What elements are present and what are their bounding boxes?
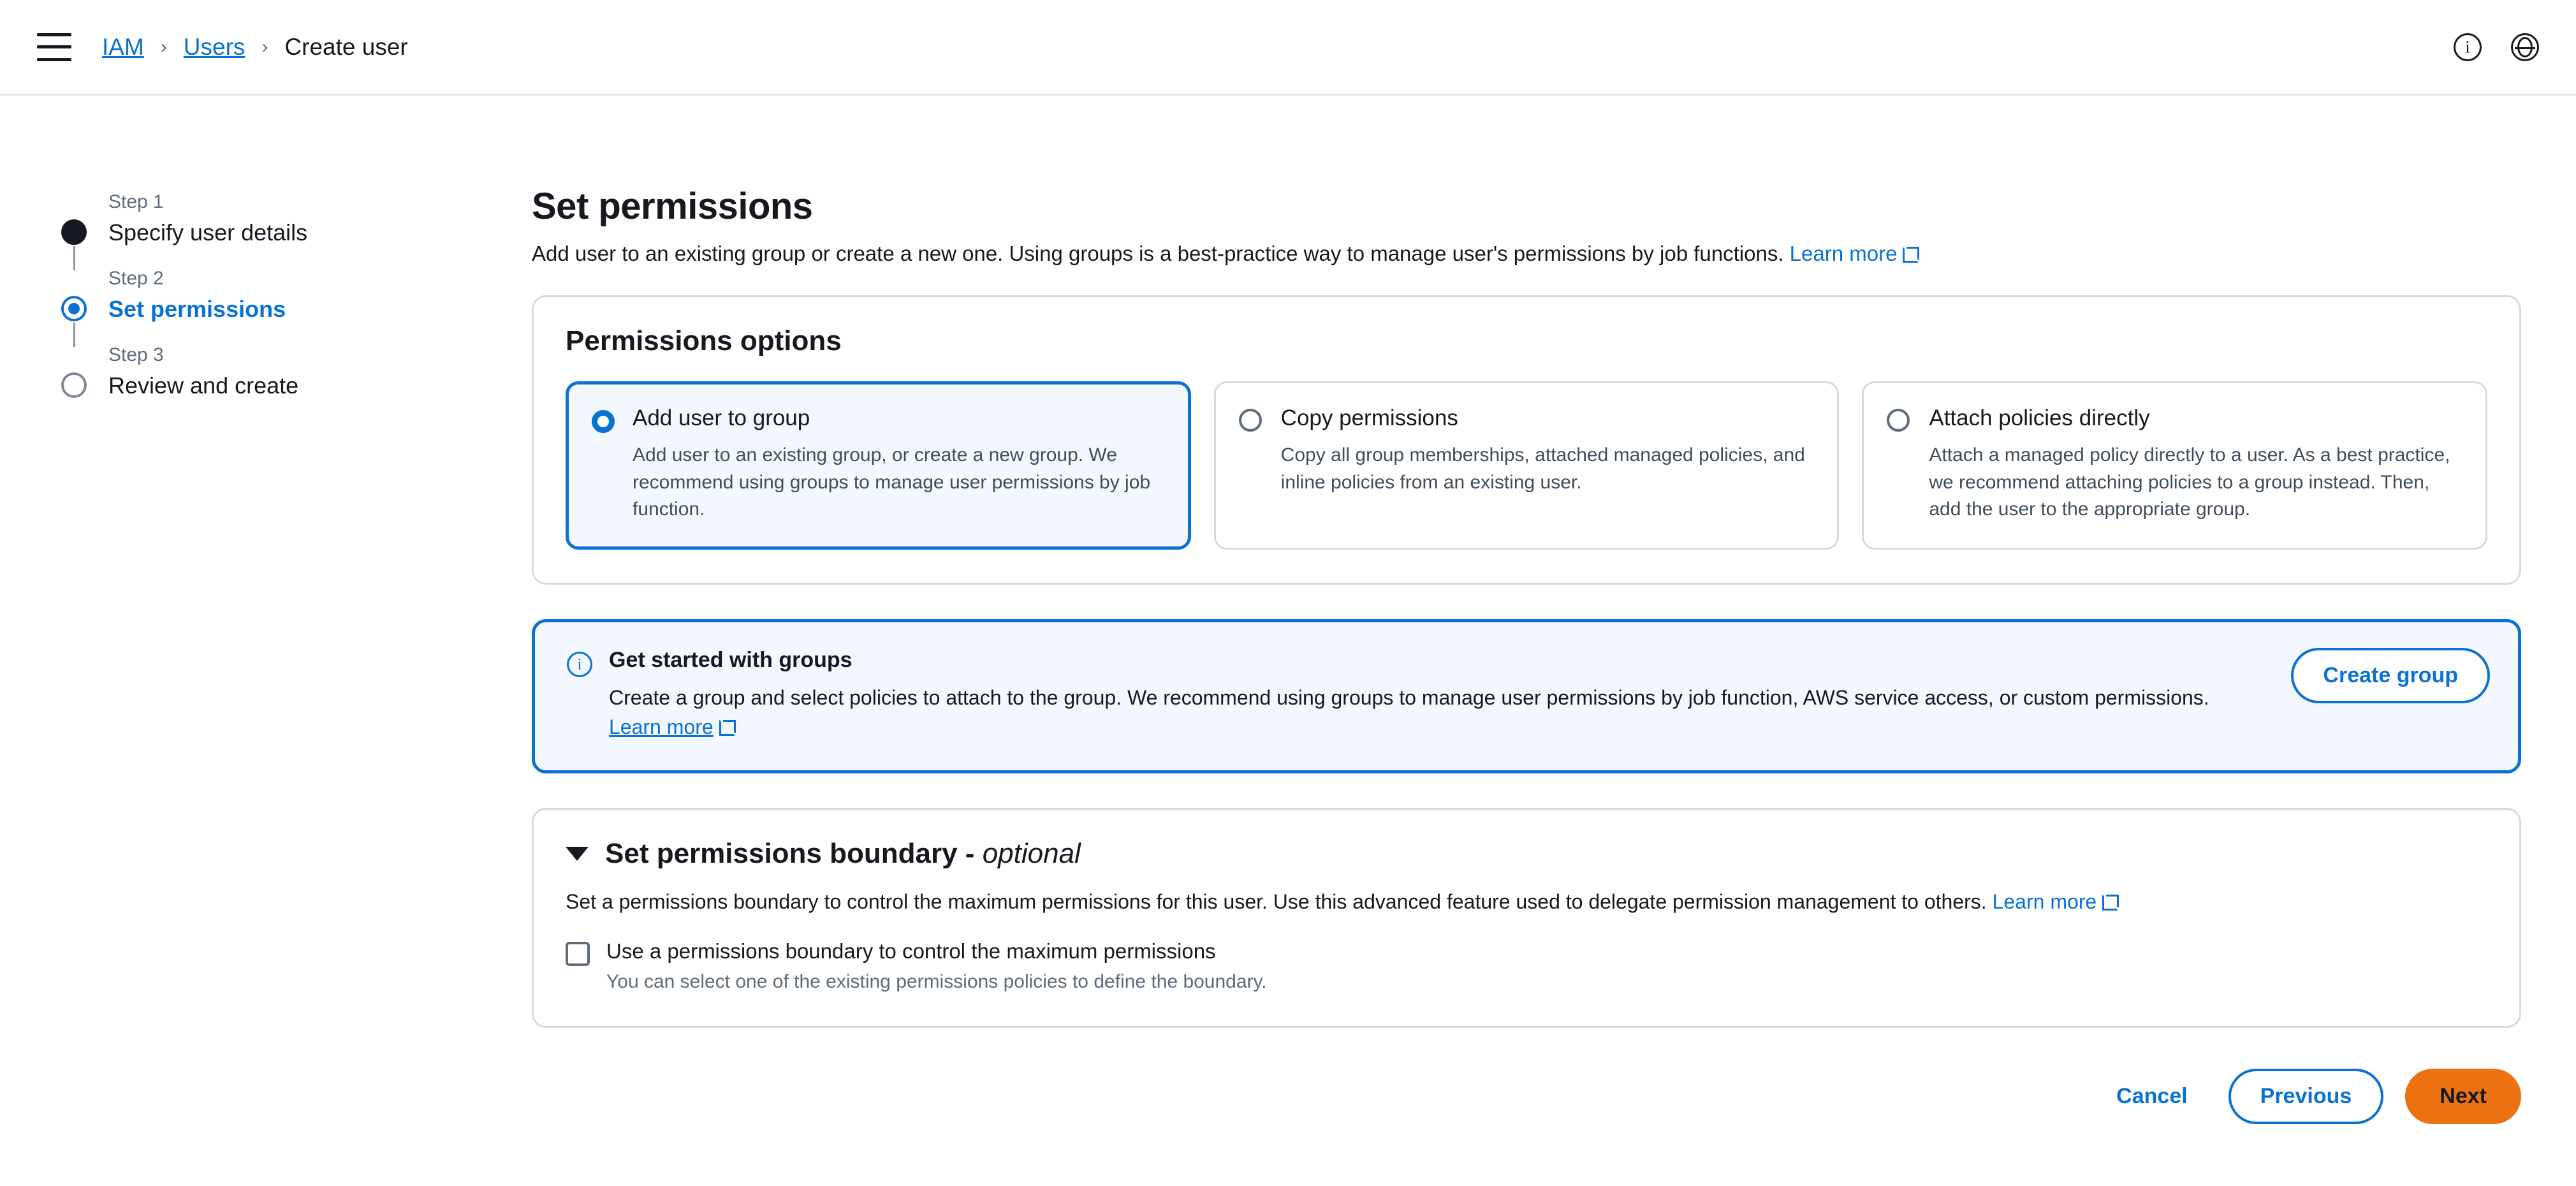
wizard-step-3-number: Step 3 xyxy=(108,344,164,365)
external-link-icon xyxy=(2102,894,2119,911)
alert-title: Get started with groups xyxy=(609,647,853,672)
wizard-step-1-number: Step 1 xyxy=(108,191,164,212)
breadcrumb-item-create-user: Create user xyxy=(284,33,408,60)
wizard-step-1-title[interactable]: Specify user details xyxy=(108,219,308,245)
alert-text-body: Create a group and select policies to attach to the group. We recommend using groups to manage user permissions by job function, AWS service access, or custom permissions. xyxy=(609,685,2209,709)
breadcrumb-item-iam[interactable]: IAM xyxy=(102,33,144,60)
permissions-boundary-title xyxy=(605,838,1081,870)
permissions-boundary-learn-more-link[interactable]: Learn more xyxy=(1992,890,2097,913)
option-card-attach-policies-directly[interactable] xyxy=(1862,381,2487,550)
step-connector-line xyxy=(73,246,75,270)
wizard-footer-actions xyxy=(532,1062,2521,1124)
option-description-add-user-to-group: Add user to an existing group, or create a new group. We recommend using groups to manage user permissions by job function. xyxy=(633,444,1151,520)
previous-button[interactable]: Previous xyxy=(2228,1069,2384,1124)
cancel-button[interactable]: Cancel xyxy=(2097,1069,2207,1124)
option-description-copy-permissions: Copy all group memberships, attached managed policies, and inline policies from an existing user. xyxy=(1280,444,1805,493)
breadcrumb-item-users[interactable]: Users xyxy=(183,33,245,60)
page-title: Set permissions xyxy=(532,186,813,227)
chevron-down-icon[interactable] xyxy=(566,847,589,861)
step-marker-pending-icon xyxy=(61,372,87,398)
radio-add-user-to-group[interactable] xyxy=(592,410,615,433)
step-connector-line xyxy=(73,323,75,347)
permissions-boundary-title-text: Set permissions boundary - xyxy=(605,837,983,869)
alert-text xyxy=(609,683,2241,742)
wizard-step-2-number: Step 2 xyxy=(108,268,164,289)
permissions-options-title: Permissions options xyxy=(566,325,842,356)
external-link-icon xyxy=(719,719,736,736)
permissions-boundary-checkbox-row[interactable] xyxy=(566,939,2487,993)
step-marker-done-icon xyxy=(61,219,87,245)
permissions-boundary-optional-text: optional xyxy=(982,837,1081,869)
main-content xyxy=(485,96,2576,1124)
top-navigation-bar xyxy=(0,0,2576,96)
option-title-copy-permissions: Copy permissions xyxy=(1280,406,1458,430)
page-description-text: Add user to an existing group or create a new one. Using groups is a best-practice way to manage user's permissions by job functions. xyxy=(532,242,1784,265)
alert-learn-more-link[interactable]: Learn more xyxy=(609,715,714,739)
permissions-boundary-checkbox-description: You can select one of the existing permissions policies to define the boundary. xyxy=(606,970,1267,992)
get-started-with-groups-alert xyxy=(532,619,2521,773)
wizard-step-1[interactable] xyxy=(61,191,485,246)
breadcrumb xyxy=(102,34,408,61)
breadcrumb-separator-icon: › xyxy=(261,36,268,57)
globe-icon[interactable] xyxy=(2511,33,2539,61)
wizard-step-2-title[interactable]: Set permissions xyxy=(108,296,286,322)
permissions-boundary-panel xyxy=(532,808,2521,1028)
info-circle-icon[interactable] xyxy=(2454,33,2482,61)
option-title-attach-policies-directly: Attach policies directly xyxy=(1929,406,2150,430)
wizard-step-2[interactable] xyxy=(61,268,485,323)
permissions-boundary-checkbox-label: Use a permissions boundary to control the maximum permissions xyxy=(606,939,1216,963)
permissions-boundary-checkbox[interactable] xyxy=(566,942,590,966)
wizard-steps-sidebar xyxy=(0,96,485,1124)
option-card-copy-permissions[interactable] xyxy=(1214,381,1840,550)
top-bar-actions xyxy=(2454,33,2539,61)
page-learn-more-link[interactable]: Learn more xyxy=(1789,242,1898,265)
breadcrumb-separator-icon: › xyxy=(160,36,167,57)
external-link-icon xyxy=(1903,246,1919,263)
option-description-attach-policies-directly: Attach a managed policy directly to a user. As a best practice, we recommend attaching policies to a group instead. Then, add the user to the appropriate group. xyxy=(1929,444,2450,520)
permissions-options-row xyxy=(566,381,2487,550)
step-marker-active-icon xyxy=(61,296,87,321)
option-title-add-user-to-group: Add user to group xyxy=(633,406,810,430)
wizard-step-3-title[interactable]: Review and create xyxy=(108,372,299,399)
permissions-options-panel xyxy=(532,295,2521,585)
permissions-boundary-description xyxy=(566,890,2487,914)
permissions-boundary-description-text: Set a permissions boundary to control the maximum permissions for this user. Use this advanced feature used to delegate permission management to others. xyxy=(566,890,1987,913)
radio-copy-permissions[interactable] xyxy=(1239,409,1262,432)
next-button[interactable]: Next xyxy=(2405,1069,2521,1124)
option-card-add-user-to-group[interactable] xyxy=(566,381,1191,550)
wizard-step-3[interactable] xyxy=(61,344,485,399)
hamburger-menu-icon[interactable] xyxy=(37,33,71,61)
permissions-boundary-expand-header[interactable] xyxy=(566,838,2487,870)
info-circle-icon xyxy=(567,652,592,677)
create-group-button[interactable]: Create group xyxy=(2291,648,2490,703)
page-description xyxy=(532,242,2521,266)
